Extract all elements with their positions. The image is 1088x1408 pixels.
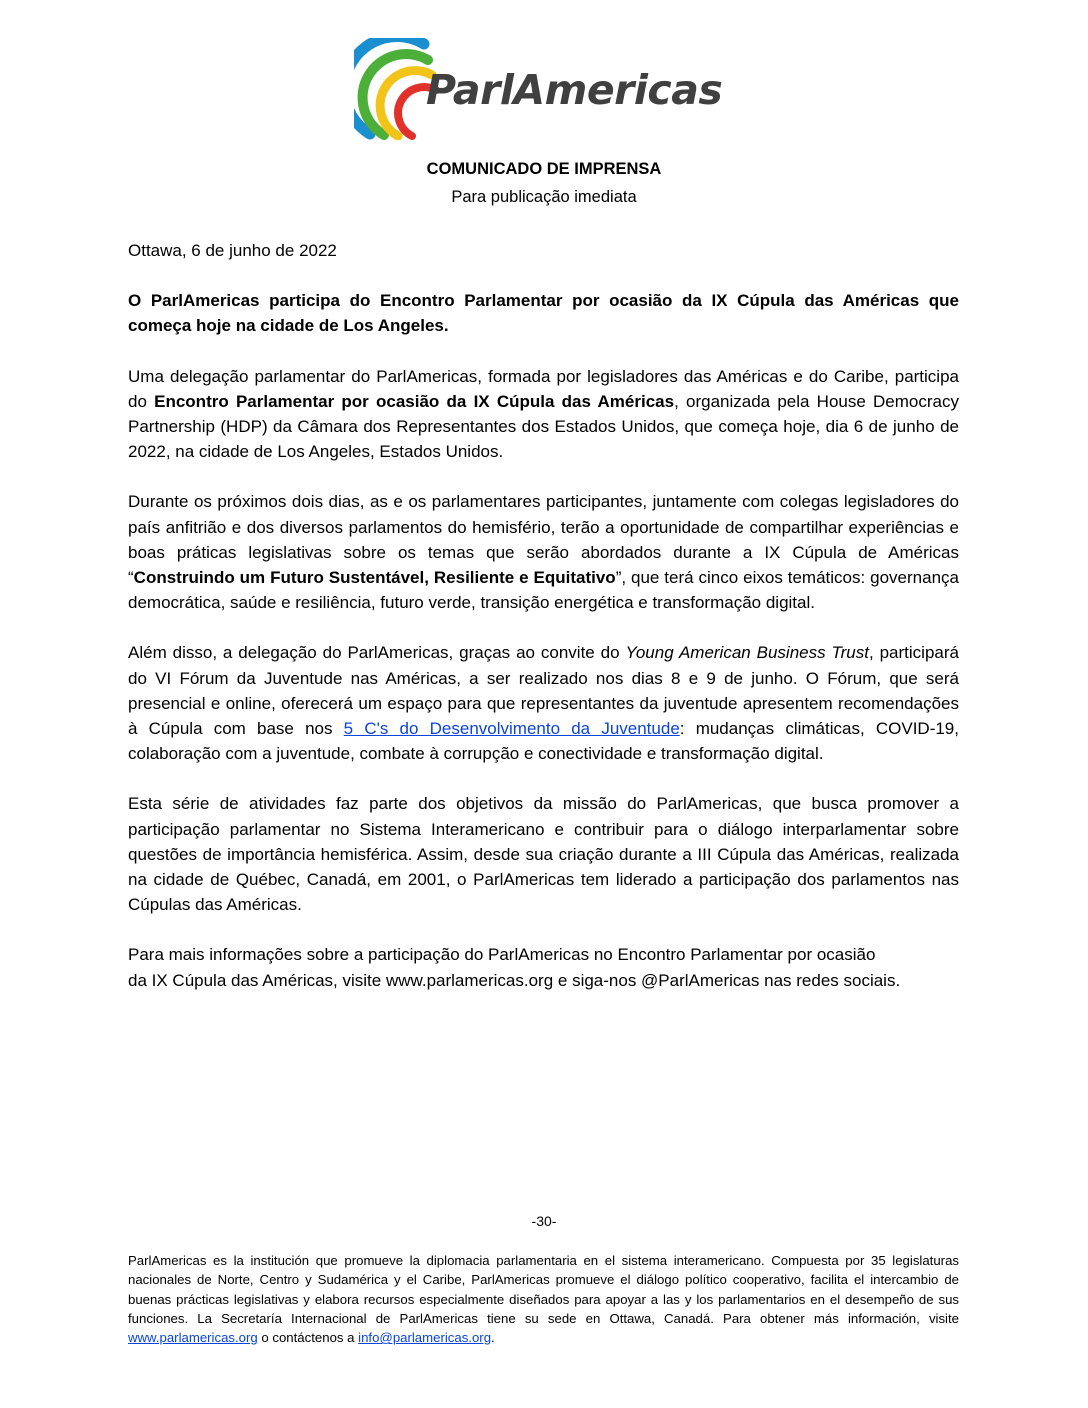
footer-email-link[interactable]: info@parlamericas.org: [358, 1330, 492, 1346]
paragraph-3: [128, 640, 959, 766]
paragraph-5: [128, 942, 959, 992]
youth-development-link[interactable]: 5 C's do Desenvolvimento da Juventude: [343, 719, 680, 739]
footer-text: ParlAmericas es la institución que promueve la diplomacia parlamentaria en el sistema interamericano. Compuesta por 35 legislaturas nacionales de Norte, Centro y Sudamérica y el Caribe, ParlAmericas promueve el diálogo político cooperativo, facilita el intercambio de buenas prácticas legislativas y elabora recursos especialmente diseñados para apoyar a las y los parlamentarios en el desempeño de sus funciones. La Secretaría Internacional de ParlAmericas tiene su sede en Ottawa, Canadá. Para obtener más información, visite: [128, 1253, 959, 1326]
press-release-subtitle: Para publicação imediata: [451, 188, 637, 206]
p5-line-2: da IX Cúpula das Américas, visite www.parlamericas.org e siga-nos @ParlAmericas nas redes sociais.: [128, 970, 901, 990]
page-number: -30-: [531, 1213, 557, 1229]
p3-text-a: Além disso, a delegação do ParlAmericas, graças ao convite do: [128, 643, 626, 663]
paragraph-1: [128, 364, 959, 465]
document-body: [128, 238, 959, 1018]
press-release-title: COMUNICADO DE IMPRENSA: [426, 160, 662, 178]
paragraph-2: [128, 489, 959, 615]
p3-text-c: : mudanças climáticas, COVID-19, colaboração com a juventude, combate à corrupção e conectividade e transformação digital.: [128, 719, 959, 764]
p1-text-c: , organizada pela House Democracy Partnership (HDP) da Câmara dos Representantes dos Estados Unidos, que começa hoje, dia 6 de junho de 2022, na cidade de Los Angeles, Estados Unidos.: [128, 391, 959, 462]
footer: [128, 1251, 959, 1347]
dateline: Ottawa, 6 de junho de 2022: [128, 241, 337, 260]
p2-bold: Construindo um Futuro Sustentável, Resiliente e Equitativo: [133, 568, 616, 588]
parlamericas-logo: [354, 38, 734, 140]
p1-text-a: Uma delegação parlamentar do ParlAmericas, formada por legisladores das Américas e do Caribe, participa do: [128, 366, 959, 411]
footer-website-link[interactable]: www.parlamericas.org: [128, 1330, 258, 1346]
headline: O ParlAmericas participa do Encontro Parlamentar por ocasião da IX Cúpula das Américas que começa hoje na cidade de Los Angeles.: [128, 291, 959, 336]
p2-text-a: Durante os próximos dois dias, as e os parlamentares participantes, juntamente com colegas legisladores do país anfitrião e dos diversos parlamentos do hemisfério, terão a oportunidade de compartilhar experiências e boas práticas legislativas sobre os temas que serão abordados durante a IX Cúpula de Américas “: [128, 492, 959, 588]
footer-text-end: .: [491, 1330, 495, 1346]
paragraph-4: Esta série de atividades faz parte dos objetivos da missão do ParlAmericas, que busca promover a participação parlamentar no Sistema Interamericano e contribuir para o diálogo interparlamentar sobre questões de importância hemisférica. Assim, desde sua criação durante a III Cúpula das Américas, realizada na cidade de Québec, Canadá, em 2001, o ParlAmericas tem liderado a participação dos parlamentos nas Cúpulas das Américas.: [128, 794, 959, 915]
logo-wordmark: ParlAmericas: [426, 66, 723, 114]
p3-text-b: , participará do VI Fórum da Juventude nas Américas, a ser realizado nos dias 8 e 9 de junho. O Fórum, que será presencial e online, oferecerá um espaço para que representantes da juventude apresentem recomendações à Cúpula com base nos: [128, 643, 959, 739]
p3-italic: Young American Business Trust: [625, 643, 869, 663]
p2-text-c: ”, que terá cinco eixos temáticos: governança democrática, saúde e resiliência, futuro verde, transição energética e transformação digital.: [128, 568, 959, 613]
p5-line-1: Para mais informações sobre a participação do ParlAmericas no Encontro Parlamentar por ocasião: [128, 945, 876, 965]
footer-text-middle: o contáctenos a: [257, 1330, 359, 1346]
p1-bold: Encontro Parlamentar por ocasião da IX Cúpula das Américas: [154, 391, 675, 411]
